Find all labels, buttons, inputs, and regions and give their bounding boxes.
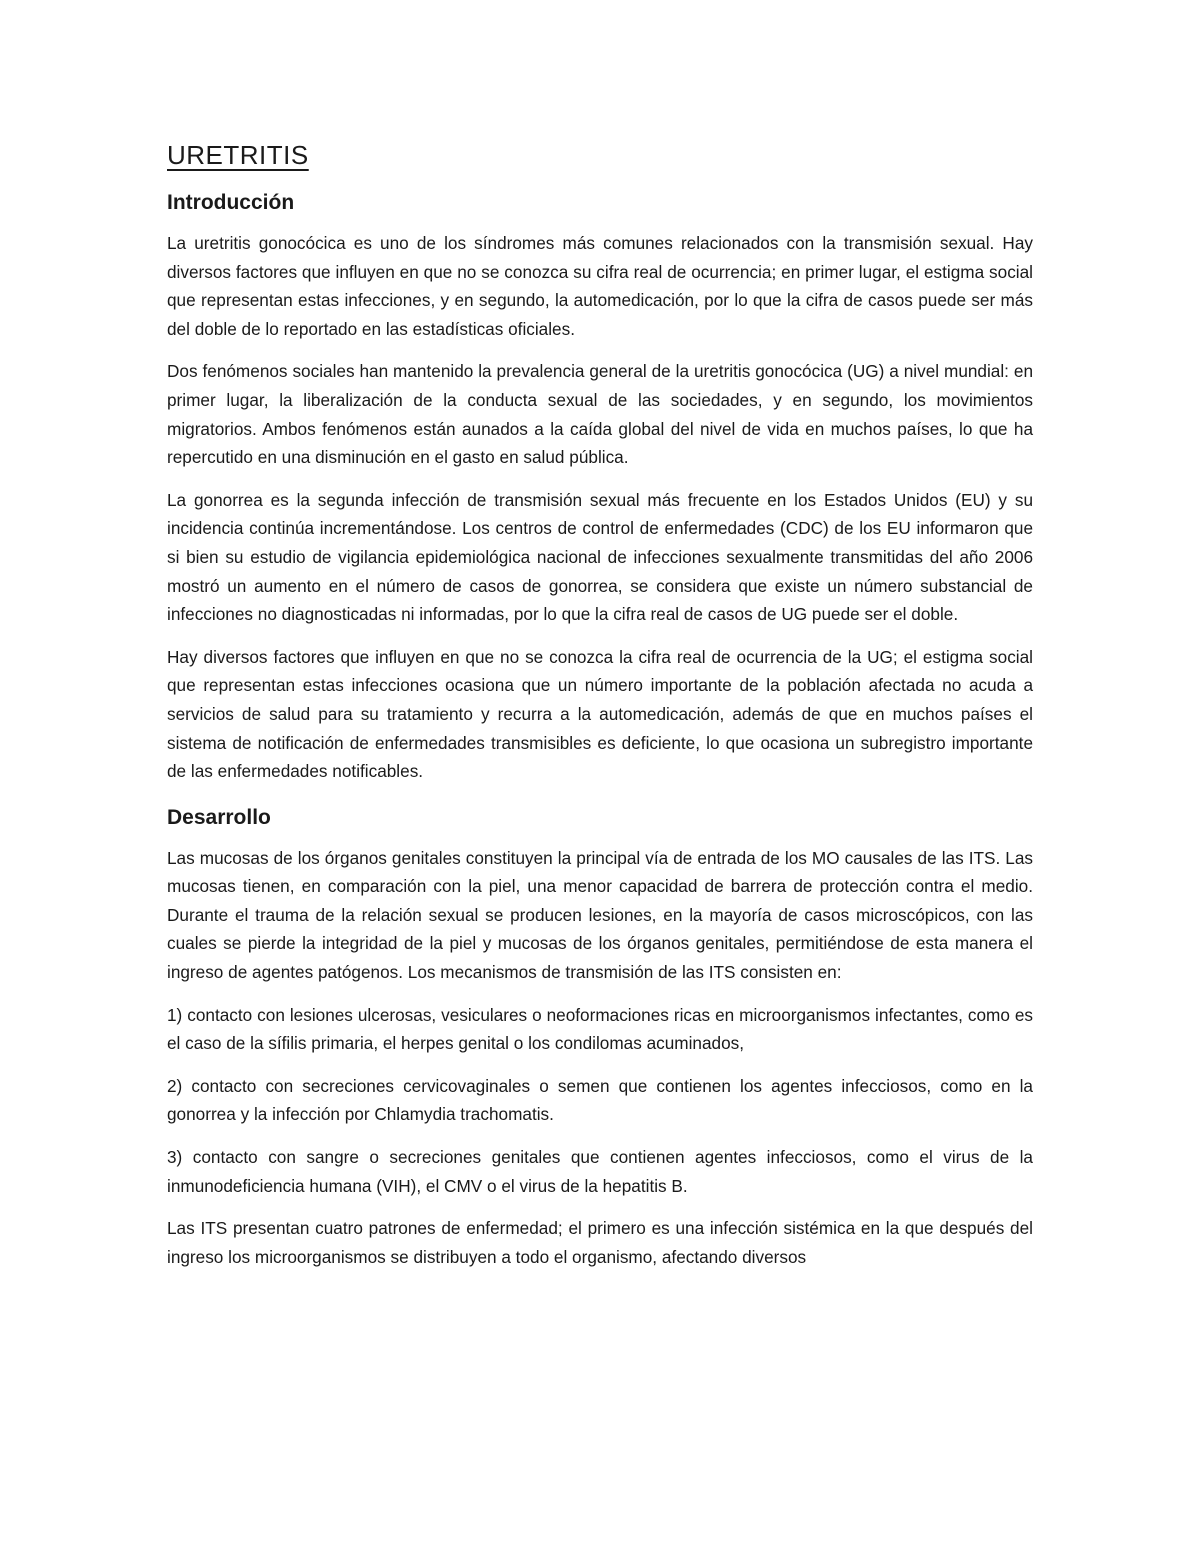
list-item-3: 3) contacto con sangre o secreciones genitales que contienen agentes infecciosos, como el virus de la inmunodeficiencia humana (VIH), el CMV o el virus de la hepatitis B. [167,1147,1033,1196]
paragraph: Las mucosas de los órganos genitales constituyen la principal vía de entrada de los MO causales de las ITS. Las mucosas tienen, en comparación con la piel, una menor capacidad de barrera de protección contra el medio. Durante el trauma de la relación sexual se producen lesiones, en la mayoría de casos microscópicos, con las cuales se pierde la integridad de la piel y mucosas de los órganos genitales, permitiéndose de esta manera el ingreso de agentes patógenos. Los mecanismos de transmisión de las ITS consisten en: [167,847,1033,983]
paragraph: La gonorrea es la segunda infección de transmisión sexual más frecuente en los Estados Unidos (EU) y su incidencia continúa incrementándose. Los centros de control de enfermedades (CDC) de los EU informaron que si bien su estudio de vigilancia epidemiológica nacional de infecciones sexualmente transmitidas del año 2006 mostró un aumento en el número de casos de gonorrea, se considera que existe un número substancial de infecciones no diagnosticadas ni informadas, por lo que la cifra real de casos de UG puede ser el doble. [167,489,1033,625]
paragraph: Dos fenómenos sociales han mantenido la prevalencia general de la uretritis gonocócica (UG) a nivel mundial: en primer lugar, la liberalización de la conducta sexual de las sociedades, y en segundo, los movimientos migratorios. Ambos fenómenos están aunados a la caída global del nivel de vida en muchos países, lo que ha repercutido en una disminución en el gasto en salud pública. [167,361,1033,468]
section-heading-introduccion: Introducción [167,191,295,214]
paragraph: La uretritis gonocócica es uno de los síndromes más comunes relacionados con la transmisión sexual. Hay diversos factores que influyen en que no se conozca su cifra real de ocurrencia; en primer lugar, el estigma social que representan estas infecciones, y en segundo, la automedicación, por lo que la cifra de casos puede ser más del doble de lo reportado en las estadísticas oficiales. [167,233,1033,339]
document-title: URETRITIS [167,140,309,170]
document-page [167,140,1033,1285]
section-heading-desarrollo: Desarrollo [167,805,271,829]
section-introduccion [167,191,1033,786]
section-desarrollo [167,806,1033,1272]
paragraph: Hay diversos factores que influyen en que no se conozca la cifra real de ocurrencia de la UG; el estigma social que representan estas infecciones ocasiona que un número importante de la población afectada no acuda a servicios de salud para su tratamiento y recurra a la automedicación, además de que en muchos países el sistema de notificación de enfermedades transmisibles es deficiente, lo que ocasiona un subregistro importante de las enfermedades notificables. [167,646,1033,782]
list-item-2: 2) contacto con secreciones cervicovaginales o semen que contienen los agentes infecciosos, como en la gonorrea y la infección por Chlamydia trachomatis. [167,1075,1033,1125]
list-item-1: 1) contacto con lesiones ulcerosas, vesiculares o neoformaciones ricas en microorganismos infectantes, como es el caso de la sífilis primaria, el herpes genital o los condilomas acuminados, [167,1004,1033,1054]
paragraph: Las ITS presentan cuatro patrones de enfermedad; el primero es una infección sistémica en la que después del ingreso los microorganismos se distribuyen a todo el organismo, afectando diversos [167,1218,1033,1267]
